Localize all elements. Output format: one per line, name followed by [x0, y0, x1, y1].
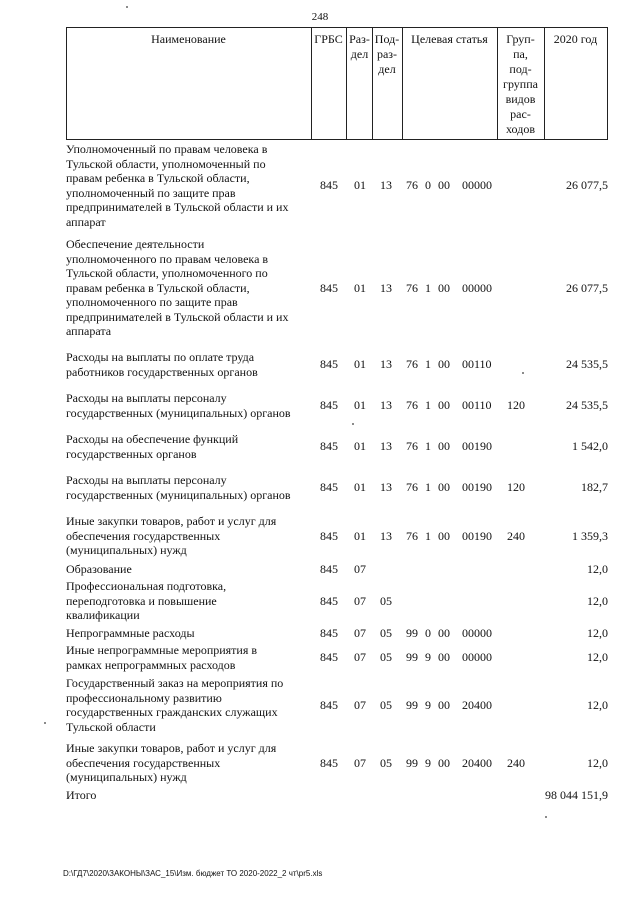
row-sum: 24 535,5 — [566, 357, 608, 371]
row-rz: 01 — [354, 439, 366, 453]
row-b: 1 — [425, 398, 431, 412]
row-pr: 05 — [380, 756, 392, 770]
row-pr: 13 — [380, 439, 392, 453]
row-name: Уполномоченный по правам человека в Тульской области, уполномоченный по правам ребенка в Тульской области, уполномоченный по защите прав предпринимателей в Тульской области и их аппарат — [66, 142, 289, 229]
row-grbs: 845 — [320, 178, 338, 192]
row-sum: 26 077,5 — [566, 281, 608, 295]
row-c: 00 — [438, 398, 450, 412]
page-number: 248 — [311, 11, 329, 23]
row-rz: 01 — [354, 398, 366, 412]
row-d: 00190 — [462, 439, 492, 453]
row-c: 00 — [438, 626, 450, 640]
row-grbs: 845 — [320, 650, 338, 664]
header-expense-type: Груп- па, под- группа видов рас- ходов — [503, 32, 538, 136]
row-sum: 12,0 — [587, 756, 608, 770]
row-grbs: 845 — [320, 562, 338, 576]
header-grbs: ГРБС — [314, 32, 343, 46]
row-c: 00 — [438, 650, 450, 664]
row-c: 00 — [438, 698, 450, 712]
row-sum: 26 077,5 — [566, 178, 608, 192]
scan-speck — [545, 816, 547, 818]
row-pr: 05 — [380, 594, 392, 608]
row-rz: 01 — [354, 281, 366, 295]
row-grbs: 845 — [320, 281, 338, 295]
row-pr: 13 — [380, 281, 392, 295]
row-a: 76 — [406, 480, 418, 494]
row-rz: 07 — [354, 698, 366, 712]
row-name: Расходы на выплаты по оплате труда работников государственных органов — [66, 350, 258, 379]
row-d: 00000 — [462, 281, 492, 295]
row-d: 00190 — [462, 529, 492, 543]
row-c: 00 — [438, 281, 450, 295]
row-name: Профессиональная подготовка, переподготовка и повышение квалификации — [66, 579, 227, 622]
row-a: 76 — [406, 529, 418, 543]
row-d: 20400 — [462, 698, 492, 712]
row-vr: 120 — [507, 480, 525, 494]
row-grbs: 845 — [320, 698, 338, 712]
row-rz: 07 — [354, 756, 366, 770]
row-pr: 13 — [380, 398, 392, 412]
header-razdel: Раз- дел — [349, 32, 370, 61]
row-rz: 07 — [354, 594, 366, 608]
row-d: 00190 — [462, 480, 492, 494]
row-c: 00 — [438, 357, 450, 371]
row-grbs: 845 — [320, 398, 338, 412]
row-d: 00110 — [462, 357, 492, 371]
row-c: 00 — [438, 529, 450, 543]
row-b: 9 — [425, 650, 431, 664]
row-a: 99 — [406, 650, 418, 664]
row-vr: 240 — [507, 756, 525, 770]
row-c: 00 — [438, 439, 450, 453]
row-b: 9 — [425, 698, 431, 712]
row-a: 76 — [406, 398, 418, 412]
row-rz: 01 — [354, 357, 366, 371]
row-d: 00000 — [462, 626, 492, 640]
row-b: 0 — [425, 178, 431, 192]
row-vr: 120 — [507, 398, 525, 412]
row-name: Расходы на выплаты персоналу государственных (муниципальных) органов — [66, 391, 291, 420]
row-a: 99 — [406, 698, 418, 712]
row-grbs: 845 — [320, 626, 338, 640]
row-name: Иные закупки товаров, работ и услуг для обеспечения государственных (муниципальных) нужд — [66, 741, 277, 784]
row-name: Государственный заказ на мероприятия по профессиональному развитию государственных гражданских служащих Тульской области — [66, 676, 284, 734]
row-b: 1 — [425, 357, 431, 371]
row-vr: 240 — [507, 529, 525, 543]
row-pr: 13 — [380, 357, 392, 371]
row-name: Расходы на обеспечение функций государственных органов — [66, 432, 239, 461]
row-b: 1 — [425, 529, 431, 543]
row-c: 00 — [438, 756, 450, 770]
row-sum: 12,0 — [587, 562, 608, 576]
row-a: 99 — [406, 626, 418, 640]
row-grbs: 845 — [320, 529, 338, 543]
row-grbs: 845 — [320, 756, 338, 770]
total-sum: 98 044 151,9 — [545, 788, 608, 802]
row-d: 20400 — [462, 756, 492, 770]
scan-speck — [44, 722, 46, 724]
row-sum: 1 542,0 — [572, 439, 608, 453]
total-label: Итого — [66, 788, 97, 802]
row-sum: 1 359,3 — [572, 529, 608, 543]
row-name: Обеспечение деятельности уполномоченного по правам человека в Тульской области, уполномоченного по правам ребенка в Тульской области, уполномоченного по защите прав предпринимателей в Тульской области и их аппарата — [66, 237, 289, 338]
row-sum: 12,0 — [587, 594, 608, 608]
row-rz: 07 — [354, 650, 366, 664]
row-pr: 13 — [380, 480, 392, 494]
row-grbs: 845 — [320, 480, 338, 494]
row-rz: 01 — [354, 178, 366, 192]
row-b: 0 — [425, 626, 431, 640]
row-sum: 24 535,5 — [566, 398, 608, 412]
row-grbs: 845 — [320, 439, 338, 453]
row-pr: 13 — [380, 178, 392, 192]
row-pr: 13 — [380, 529, 392, 543]
row-b: 1 — [425, 480, 431, 494]
row-pr: 05 — [380, 650, 392, 664]
row-rz: 07 — [354, 562, 366, 576]
row-b: 1 — [425, 439, 431, 453]
row-name: Иные закупки товаров, работ и услуг для обеспечения государственных (муниципальных) нужд — [66, 514, 277, 557]
row-name: Непрограммные расходы — [66, 626, 195, 640]
row-sum: 12,0 — [587, 698, 608, 712]
row-grbs: 845 — [320, 357, 338, 371]
scan-speck — [522, 372, 524, 374]
row-name: Расходы на выплаты персоналу государственных (муниципальных) органов — [66, 473, 291, 502]
row-sum: 182,7 — [581, 480, 608, 494]
scan-speck — [352, 423, 354, 425]
row-rz: 07 — [354, 626, 366, 640]
row-a: 76 — [406, 178, 418, 192]
row-a: 76 — [406, 357, 418, 371]
row-b: 9 — [425, 756, 431, 770]
row-sum: 12,0 — [587, 626, 608, 640]
row-rz: 01 — [354, 529, 366, 543]
row-name: Образование — [66, 562, 132, 576]
row-pr: 05 — [380, 626, 392, 640]
row-b: 1 — [425, 281, 431, 295]
header-year: 2020 год — [553, 32, 598, 46]
row-a: 76 — [406, 281, 418, 295]
row-grbs: 845 — [320, 594, 338, 608]
scan-speck — [126, 6, 128, 8]
row-sum: 12,0 — [587, 650, 608, 664]
row-rz: 01 — [354, 480, 366, 494]
row-d: 00000 — [462, 178, 492, 192]
row-d: 00110 — [462, 398, 492, 412]
header-target-article: Целевая статья — [411, 32, 488, 46]
header-name: Наименование — [151, 32, 226, 46]
row-name: Иные непрограммные мероприятия в рамках непрограммных расходов — [66, 643, 258, 672]
row-c: 00 — [438, 178, 450, 192]
row-d: 00000 — [462, 650, 492, 664]
row-a: 76 — [406, 439, 418, 453]
header-podrazdel: Под- раз- дел — [374, 32, 400, 76]
file-path-footer: D:\ГД7\2020\ЗАКОНЫ\ЗАС_15\Изм. бюджет ТО 2020-2022_2 чт\pr5.xls — [63, 869, 323, 878]
row-pr: 05 — [380, 698, 392, 712]
row-c: 00 — [438, 480, 450, 494]
row-a: 99 — [406, 756, 418, 770]
